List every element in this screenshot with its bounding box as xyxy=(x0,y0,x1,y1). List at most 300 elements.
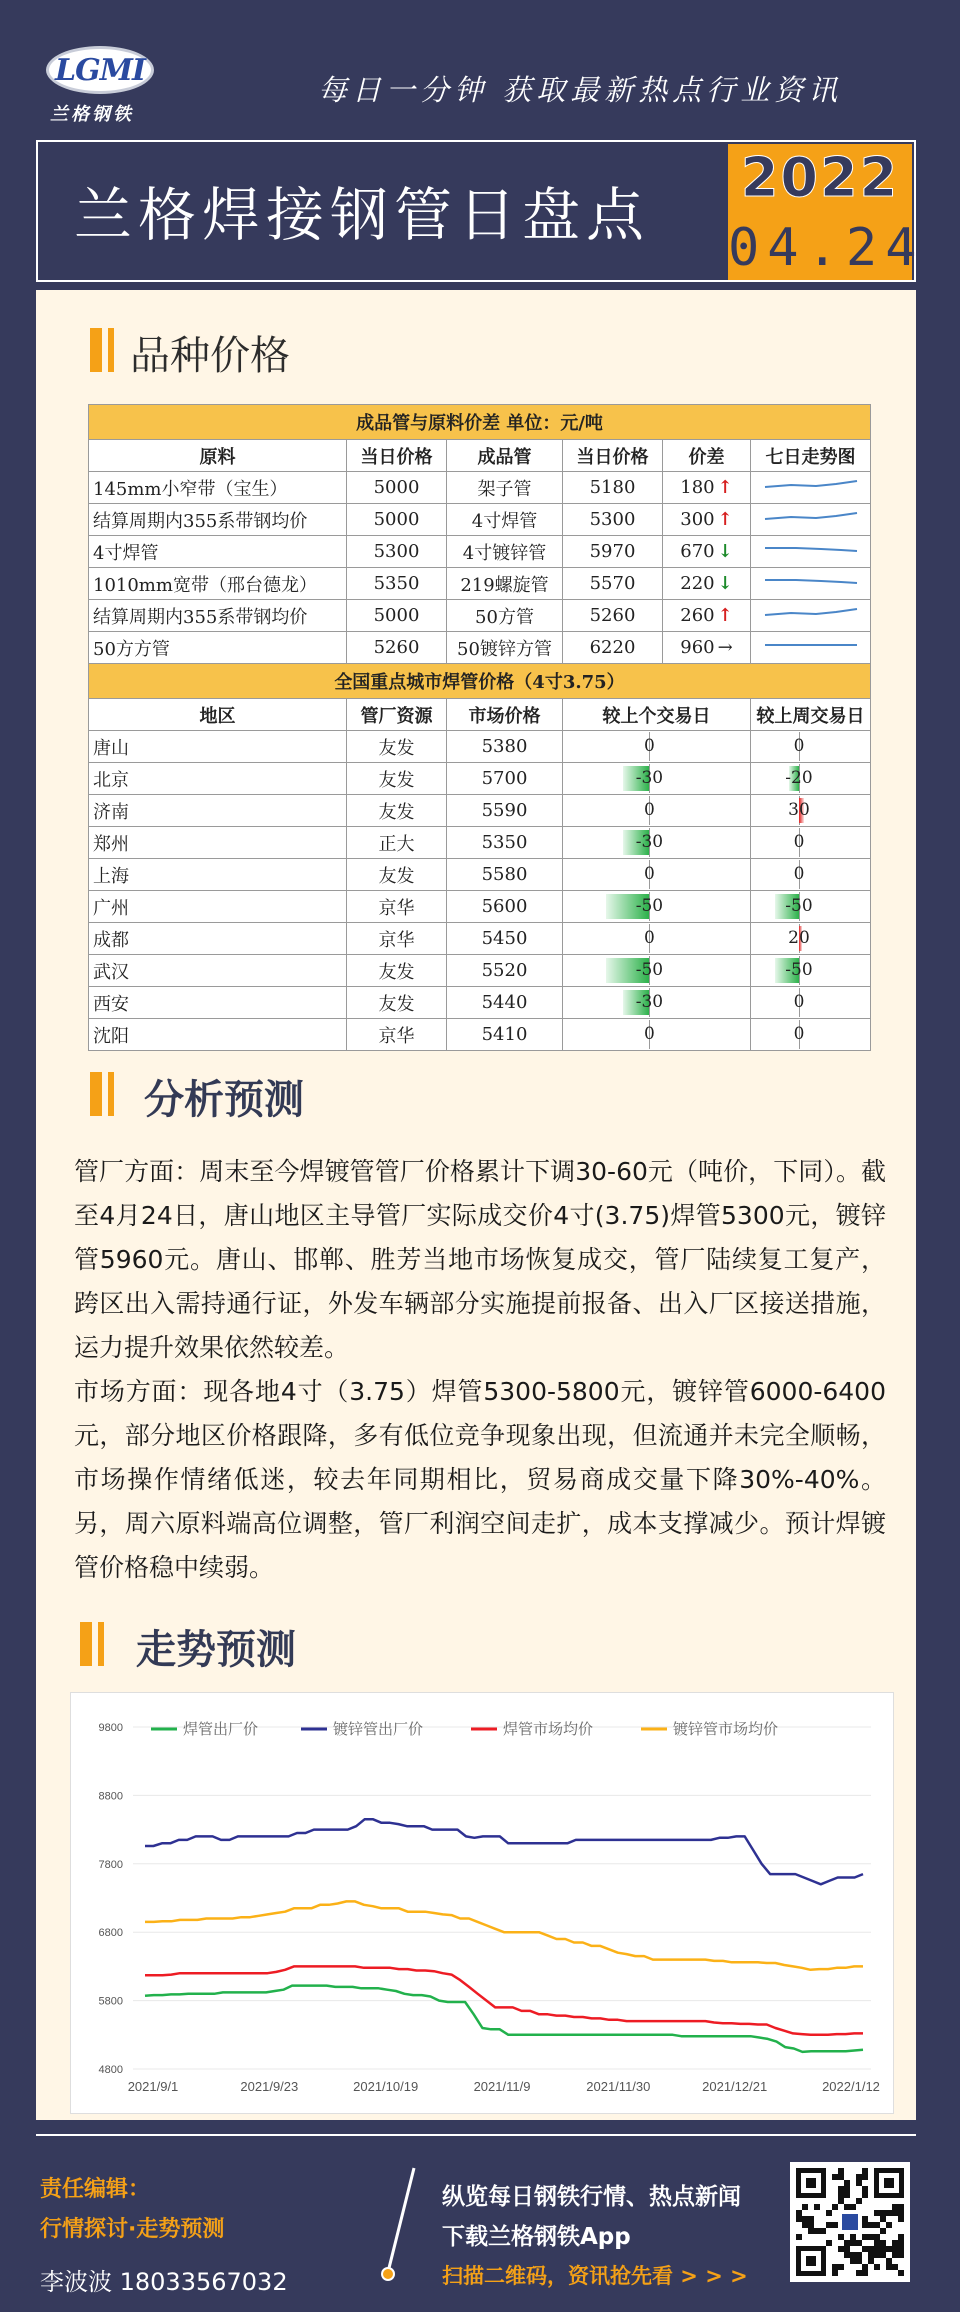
change-value: 30 xyxy=(788,800,810,820)
qr-module xyxy=(892,2264,898,2270)
qr-module xyxy=(862,2192,868,2198)
section-marker xyxy=(98,1622,104,1666)
table2-mill-cell: 友发 xyxy=(347,955,447,987)
qr-module xyxy=(898,2210,904,2216)
table2-header-cell: 较上周交易日 xyxy=(751,699,871,731)
qr-module xyxy=(874,2246,880,2252)
series-line-0 xyxy=(145,1986,863,2052)
qr-module xyxy=(862,2168,868,2174)
change-value: 0 xyxy=(643,736,655,756)
qr-code[interactable] xyxy=(790,2162,910,2282)
legend-label: 镀锌管出厂价 xyxy=(333,1720,424,1738)
qr-module xyxy=(868,2258,874,2264)
qr-module xyxy=(856,2180,862,2186)
spread-value: 180 xyxy=(680,477,715,498)
change-value: 20 xyxy=(788,928,810,948)
table1-row xyxy=(89,632,871,664)
sparkline-line xyxy=(765,548,857,551)
table2-change-cell xyxy=(751,795,871,827)
spread-up-arrow-icon: ↑ xyxy=(717,477,733,498)
qr-module xyxy=(868,2222,874,2228)
section-marker xyxy=(80,1622,92,1666)
qr-module xyxy=(856,2240,862,2246)
qr-module xyxy=(886,2264,892,2270)
legend-label: 焊管出厂价 xyxy=(183,1720,259,1738)
change-value: -30 xyxy=(635,992,664,1012)
table2-change-cell xyxy=(751,731,871,763)
table1-cell-spread xyxy=(663,536,751,568)
logo-badge: LGMI xyxy=(46,46,154,94)
change-value: 0 xyxy=(643,1024,655,1044)
x-tick-label: 2021/10/19 xyxy=(353,2079,419,2094)
qr-module xyxy=(796,2210,802,2216)
table2-row xyxy=(89,1019,871,1051)
legend-label: 焊管市场均价 xyxy=(503,1720,594,1738)
qr-module xyxy=(856,2258,862,2264)
table2-mill-cell: 友发 xyxy=(347,987,447,1019)
table2-price-cell: 5350 xyxy=(447,827,563,859)
table2-change-cell xyxy=(751,827,871,859)
table2-mill-cell: 友发 xyxy=(347,763,447,795)
qr-module xyxy=(874,2222,880,2228)
table2-city-cell: 成都 xyxy=(89,923,347,955)
editor-name: 李波波 18033567032 xyxy=(40,2268,288,2296)
qr-module xyxy=(868,2234,874,2240)
x-tick-label: 2021/11/30 xyxy=(586,2079,651,2094)
qr-module xyxy=(898,2234,904,2240)
spread-down-arrow-icon: ↓ xyxy=(717,541,733,562)
table1-cell-product-price: 5260 xyxy=(563,600,663,632)
spread-flat-arrow-icon: → xyxy=(717,637,733,658)
table1-header-cell: 当日价格 xyxy=(563,440,663,472)
change-value: 0 xyxy=(793,832,805,852)
table2-city-cell: 唐山 xyxy=(89,731,347,763)
qr-module xyxy=(808,2228,814,2234)
qr-module xyxy=(868,2252,874,2258)
table2-row xyxy=(89,763,871,795)
sparkline-line xyxy=(765,481,857,487)
qr-module xyxy=(862,2264,868,2270)
y-tick-label: 7800 xyxy=(98,1858,123,1871)
table1-header-cell: 当日价格 xyxy=(347,440,447,472)
qr-module xyxy=(856,2252,862,2258)
qr-module xyxy=(880,2216,886,2222)
change-value: 0 xyxy=(643,864,655,884)
table1-cell-raw: 145mm小窄带（宝生） xyxy=(89,472,347,504)
qr-module xyxy=(814,2204,820,2210)
section-marker xyxy=(90,328,102,372)
qr-module xyxy=(802,2222,808,2228)
table2-mill-cell: 京华 xyxy=(347,891,447,923)
qr-module xyxy=(880,2228,886,2234)
table1-cell-product: 4寸焊管 xyxy=(447,504,563,536)
qr-module xyxy=(892,2252,898,2258)
table1-header-cell: 原料 xyxy=(89,440,347,472)
table2-mill-cell: 友发 xyxy=(347,731,447,763)
table2-change-cell xyxy=(563,763,751,795)
y-tick-label: 9800 xyxy=(98,1722,123,1734)
table2-price-cell: 5520 xyxy=(447,955,563,987)
table2-row xyxy=(89,795,871,827)
table2-price-cell: 5440 xyxy=(447,987,563,1019)
qr-module xyxy=(838,2234,844,2240)
spread-up-arrow-icon: ↑ xyxy=(717,509,733,530)
qr-module xyxy=(892,2246,898,2252)
change-value: -50 xyxy=(785,960,813,980)
promo-scan[interactable]: 扫描二维码，资讯抢先看 > > > xyxy=(442,2264,748,2288)
table1-cell-raw: 1010mm宽带（邢台德龙） xyxy=(89,568,347,600)
table1-row xyxy=(89,600,871,632)
spread-down-arrow-icon: ↓ xyxy=(717,573,733,594)
qr-finder-core xyxy=(806,2178,816,2188)
table2-city-cell: 济南 xyxy=(89,795,347,827)
table2-city-cell: 北京 xyxy=(89,763,347,795)
table2-city-cell: 西安 xyxy=(89,987,347,1019)
change-value: 0 xyxy=(793,992,805,1012)
qr-module xyxy=(796,2216,802,2222)
slogan: 每日一分钟 获取最新热点行业资讯 xyxy=(318,73,843,107)
table1-cell-spread xyxy=(663,632,751,664)
table2-change-cell xyxy=(751,955,871,987)
sparkline-line xyxy=(765,580,857,583)
qr-module xyxy=(856,2198,862,2204)
table1-cell-spread xyxy=(663,568,751,600)
table2-change-cell xyxy=(751,1019,871,1051)
trend-chart-svg xyxy=(71,1693,893,2113)
qr-module xyxy=(826,2210,832,2216)
qr-module xyxy=(802,2216,808,2222)
table2-change-cell xyxy=(751,891,871,923)
table2-header-cell: 市场价格 xyxy=(447,699,563,731)
qr-module xyxy=(796,2234,802,2240)
table2-price-cell: 5590 xyxy=(447,795,563,827)
x-tick-label: 2021/9/23 xyxy=(240,2079,299,2094)
table2-header-cell: 管厂资源 xyxy=(347,699,447,731)
table1-cell-sparkline xyxy=(751,504,871,536)
qr-module xyxy=(832,2222,838,2228)
table2-mill-cell: 友发 xyxy=(347,859,447,891)
table2-city-cell: 郑州 xyxy=(89,827,347,859)
table2-city-cell: 上海 xyxy=(89,859,347,891)
spread-value: 260 xyxy=(680,605,715,626)
table1-row xyxy=(89,504,871,536)
table1-cell-raw-price: 5350 xyxy=(347,568,447,600)
price-table xyxy=(88,404,871,1051)
table1-cell-spread xyxy=(663,504,751,536)
qr-module xyxy=(898,2240,904,2246)
qr-module xyxy=(880,2240,886,2246)
qr-module xyxy=(820,2228,826,2234)
qr-module xyxy=(898,2246,904,2252)
trend-chart xyxy=(70,1692,894,2114)
change-value: -50 xyxy=(785,896,813,916)
qr-module xyxy=(862,2186,868,2192)
lgmi-logo xyxy=(42,38,160,128)
table2-change-cell xyxy=(563,859,751,891)
qr-module xyxy=(892,2210,898,2216)
qr-module xyxy=(838,2192,844,2198)
qr-module xyxy=(832,2174,838,2180)
x-tick-label: 2022/1/12 xyxy=(822,2079,880,2094)
table2-change-cell xyxy=(563,891,751,923)
x-tick-label: 2021/12/21 xyxy=(702,2079,768,2094)
table2-change-cell xyxy=(563,987,751,1019)
spread-value: 220 xyxy=(680,573,715,594)
qr-module xyxy=(844,2252,850,2258)
table1-header-cell: 价差 xyxy=(663,440,751,472)
qr-module xyxy=(880,2252,886,2258)
table1-cell-spread xyxy=(663,600,751,632)
qr-module xyxy=(856,2174,862,2180)
change-value: -50 xyxy=(635,896,664,916)
y-tick-label: 4800 xyxy=(98,2064,123,2076)
table1-cell-sparkline xyxy=(751,568,871,600)
table1-cell-spread xyxy=(663,472,751,504)
table2-city-cell: 沈阳 xyxy=(89,1019,347,1051)
footer-divider xyxy=(36,2134,916,2136)
qr-module xyxy=(880,2210,886,2216)
table2-change-cell xyxy=(751,923,871,955)
section-title-analysis: 分析预测 xyxy=(144,1077,304,1123)
qr-module xyxy=(850,2240,856,2246)
table1-cell-raw: 50方方管 xyxy=(89,632,347,664)
table2-header-cell: 较上个交易日 xyxy=(563,699,751,731)
qr-module xyxy=(862,2174,868,2180)
qr-module xyxy=(808,2222,814,2228)
table2-change-cell xyxy=(563,923,751,955)
qr-module xyxy=(838,2168,844,2174)
qr-module xyxy=(826,2240,832,2246)
qr-module xyxy=(874,2234,880,2240)
table2-mill-cell: 京华 xyxy=(347,923,447,955)
table1-cell-raw-price: 5300 xyxy=(347,536,447,568)
sparkline xyxy=(761,635,861,655)
table1-cell-raw-price: 5260 xyxy=(347,632,447,664)
table2-change-cell xyxy=(751,987,871,1019)
table1-cell-raw-price: 5000 xyxy=(347,600,447,632)
page-title: 兰格焊接钢管日盘点 xyxy=(74,181,651,249)
table1-row xyxy=(89,568,871,600)
qr-module xyxy=(886,2246,892,2252)
qr-module xyxy=(880,2246,886,2252)
qr-code-icon xyxy=(790,2162,910,2282)
sparkline xyxy=(761,571,861,591)
qr-module xyxy=(844,2186,850,2192)
table2-price-cell: 5700 xyxy=(447,763,563,795)
table2-row xyxy=(89,731,871,763)
section-title-trend: 走势预测 xyxy=(136,1627,296,1673)
change-value: 0 xyxy=(793,864,805,884)
promo-app: 下载兰格钢铁App xyxy=(442,2224,631,2250)
table2-city-cell: 武汉 xyxy=(89,955,347,987)
qr-module xyxy=(892,2240,898,2246)
table2-price-cell: 5450 xyxy=(447,923,563,955)
table2-price-cell: 5380 xyxy=(447,731,563,763)
table2-change-cell xyxy=(751,763,871,795)
table1-cell-sparkline xyxy=(751,632,871,664)
sparkline xyxy=(761,507,861,527)
table1-cell-raw-price: 5000 xyxy=(347,472,447,504)
table1-header-cell: 成品管 xyxy=(447,440,563,472)
qr-module xyxy=(856,2270,862,2276)
table1-cell-product-price: 5180 xyxy=(563,472,663,504)
pen-icon xyxy=(376,2162,426,2292)
spread-value: 670 xyxy=(680,541,715,562)
table1-cell-raw: 结算周期内355系带钢均价 xyxy=(89,600,347,632)
table1-cell-sparkline xyxy=(751,600,871,632)
date-year: 2022 xyxy=(740,146,900,209)
qr-module xyxy=(874,2210,880,2216)
sparkline-line xyxy=(765,609,857,615)
table2-change-cell xyxy=(563,827,751,859)
table1-cell-product: 50镀锌方管 xyxy=(447,632,563,664)
qr-module xyxy=(862,2222,868,2228)
table2-row xyxy=(89,827,871,859)
sparkline xyxy=(761,603,861,623)
qr-module xyxy=(886,2210,892,2216)
change-value: -20 xyxy=(785,768,813,788)
spread-value: 300 xyxy=(680,509,715,530)
sparkline-line xyxy=(765,513,857,519)
table1-row xyxy=(89,536,871,568)
table1-cell-product-price: 5570 xyxy=(563,568,663,600)
qr-module xyxy=(892,2204,898,2210)
qr-module xyxy=(898,2204,904,2210)
change-value: 0 xyxy=(793,736,805,756)
series-line-3 xyxy=(145,1901,863,1969)
table2-row xyxy=(89,859,871,891)
qr-module xyxy=(874,2264,880,2270)
table2-change-cell xyxy=(563,731,751,763)
qr-module xyxy=(850,2234,856,2240)
change-value: -30 xyxy=(635,832,664,852)
editor-tags: 行情探讨·走势预测 xyxy=(40,2217,225,2242)
section-marker xyxy=(90,1072,102,1116)
table2-price-cell: 5600 xyxy=(447,891,563,923)
change-value: 0 xyxy=(643,928,655,948)
table1-row xyxy=(89,472,871,504)
table2-change-cell xyxy=(751,859,871,891)
section-marker xyxy=(108,1072,114,1116)
qr-finder-core xyxy=(884,2178,894,2188)
qr-module xyxy=(814,2228,820,2234)
qr-module xyxy=(850,2252,856,2258)
change-value: -30 xyxy=(635,768,664,788)
spread-up-arrow-icon: ↑ xyxy=(717,605,733,626)
spread-value: 960 xyxy=(680,637,715,658)
qr-module xyxy=(874,2252,880,2258)
qr-module xyxy=(808,2216,814,2222)
qr-module xyxy=(826,2222,832,2228)
table1-cell-product-price: 5970 xyxy=(563,536,663,568)
legend-label: 镀锌管市场均价 xyxy=(673,1720,779,1738)
qr-module xyxy=(838,2198,844,2204)
qr-module xyxy=(898,2252,904,2258)
change-value: 0 xyxy=(793,1024,805,1044)
logo-cn-text: 兰格钢铁 xyxy=(50,104,134,125)
table1-cell-product-price: 6220 xyxy=(563,632,663,664)
analysis-paragraph-market: 市场方面：现各地4寸（3.75）焊管5300-5800元，镀锌管6000-6400元，部分地区价格跟降，多有低位竞争现象出现，但流通并未完全顺畅，市场操作情绪低迷，较去年同期相比，贸易商成交量下降30%-40%。另，周六原料端高位调整，管厂利润空间走扩，成本支撑减少。预计焊镀管价格稳中续弱。 xyxy=(74,1377,886,1582)
qr-module xyxy=(868,2246,874,2252)
y-tick-label: 8800 xyxy=(98,1790,123,1803)
table1-header-cell: 七日走势图 xyxy=(751,440,871,472)
table2-change-cell xyxy=(563,795,751,827)
table2-row xyxy=(89,923,871,955)
qr-module xyxy=(850,2258,856,2264)
qr-module xyxy=(844,2240,850,2246)
sparkline xyxy=(761,475,861,495)
qr-module xyxy=(850,2204,856,2210)
table1-cell-product-price: 5300 xyxy=(563,504,663,536)
qr-module xyxy=(874,2240,880,2246)
table2-mill-cell: 友发 xyxy=(347,795,447,827)
date-day: 04.24 xyxy=(728,218,925,278)
qr-module xyxy=(862,2234,868,2240)
table2-mill-cell: 京华 xyxy=(347,1019,447,1051)
table2-city-cell: 广州 xyxy=(89,891,347,923)
table2-change-cell xyxy=(563,1019,751,1051)
table2-row xyxy=(89,987,871,1019)
table1-cell-raw: 结算周期内355系带钢均价 xyxy=(89,504,347,536)
table2-row xyxy=(89,891,871,923)
qr-module xyxy=(886,2222,892,2228)
section-title-prices: 品种价格 xyxy=(130,333,290,379)
table1-cell-product: 架子管 xyxy=(447,472,563,504)
change-value: -50 xyxy=(635,960,664,980)
analysis-paragraph-mills: 管厂方面：周末至今焊镀管管厂价格累计下调30-60元（吨价，下同）。截至4月24日，唐山地区主导管厂实际成交价4寸(3.75)焊管5300元，镀锌管5960元。唐山、邯郸、胜芳当地市场恢复成交，管厂陆续复工复产，跨区出入需持通行证，外发车辆部分实施提前报备、出入厂区接送措施，运力提升效果依然较差。 xyxy=(74,1157,886,1362)
qr-module xyxy=(898,2270,904,2276)
promo-news: 纵览每日钢铁行情、热点新闻 xyxy=(442,2184,741,2210)
table1-title: 成品管与原料价差 单位：元/吨 xyxy=(89,405,871,440)
table2-header-cell: 地区 xyxy=(89,699,347,731)
table2-row xyxy=(89,955,871,987)
table2-price-cell: 5410 xyxy=(447,1019,563,1051)
qr-finder-core xyxy=(806,2256,816,2266)
sparkline xyxy=(761,539,861,559)
y-tick-label: 5800 xyxy=(98,1995,123,2008)
qr-module xyxy=(844,2192,850,2198)
qr-module xyxy=(832,2264,838,2270)
table2-change-cell xyxy=(563,955,751,987)
change-value: 0 xyxy=(643,800,655,820)
series-line-1 xyxy=(145,1819,863,1884)
table2-title: 全国重点城市焊管价格（4寸3.75） xyxy=(89,664,871,699)
qr-module xyxy=(832,2204,838,2210)
x-tick-label: 2021/11/9 xyxy=(473,2079,531,2094)
qr-module xyxy=(838,2186,844,2192)
qr-module xyxy=(838,2174,844,2180)
table1-cell-product: 4寸镀锌管 xyxy=(447,536,563,568)
qr-module xyxy=(802,2204,808,2210)
qr-module xyxy=(844,2204,850,2210)
qr-module xyxy=(862,2246,868,2252)
qr-logo xyxy=(842,2214,858,2230)
editor-label: 责任编辑： xyxy=(40,2177,151,2202)
table1-cell-raw-price: 5000 xyxy=(347,504,447,536)
qr-module xyxy=(862,2216,868,2222)
table1-cell-product: 50方管 xyxy=(447,600,563,632)
table1-cell-sparkline xyxy=(751,536,871,568)
qr-module xyxy=(898,2216,904,2222)
x-tick-label: 2021/9/1 xyxy=(127,2079,179,2094)
section-marker xyxy=(108,328,114,372)
table1-cell-product: 219螺旋管 xyxy=(447,568,563,600)
y-tick-label: 6800 xyxy=(98,1927,123,1940)
qr-module xyxy=(832,2270,838,2276)
qr-module xyxy=(862,2270,868,2276)
table2-price-cell: 5580 xyxy=(447,859,563,891)
qr-module xyxy=(844,2180,850,2186)
